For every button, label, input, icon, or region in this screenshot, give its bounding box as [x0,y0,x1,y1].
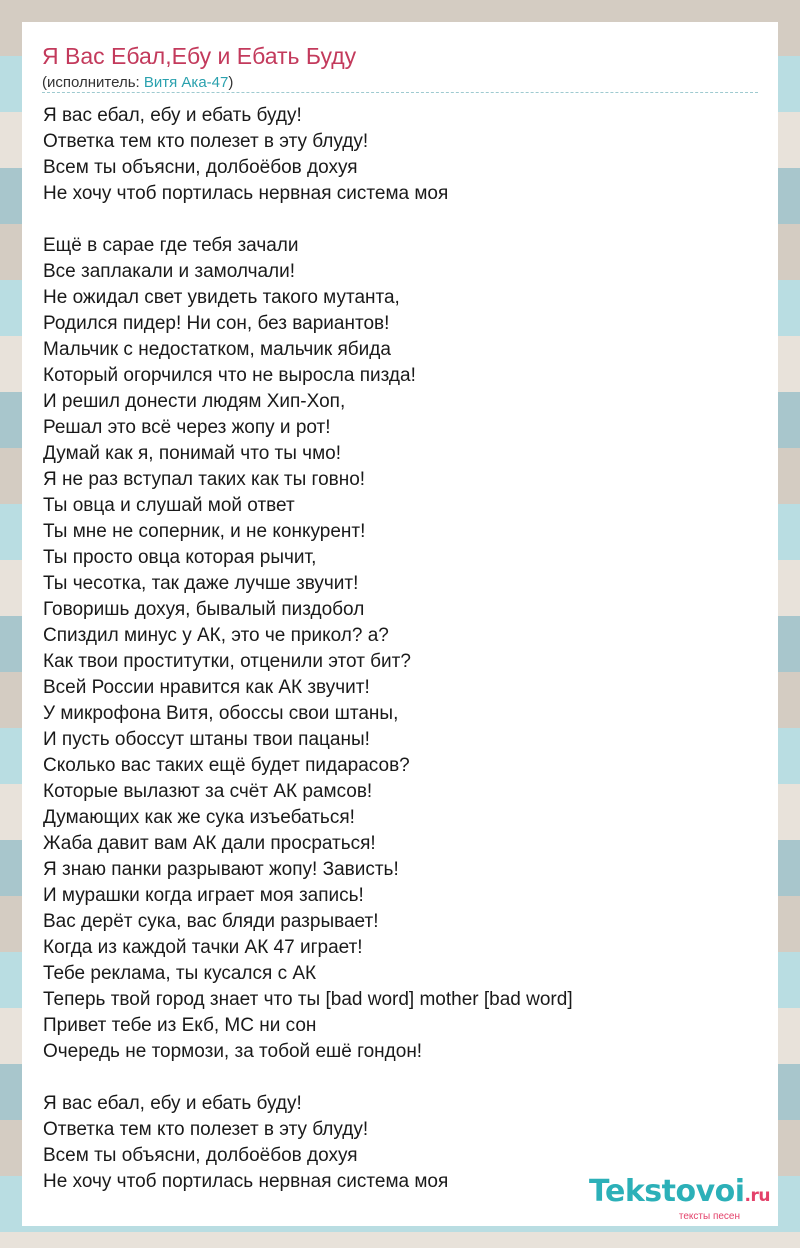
lyrics-line: Ты овца и слушай мой ответ [43,495,295,516]
lyrics-line: Ещё в сарае где тебя зачали [43,235,299,256]
lyrics-line: Всем ты объясни, долбоёбов дохуя [43,157,358,178]
lyrics-line: Не ожидал свет увидеть такого мутанта, [43,287,400,308]
lyrics-line: Мальчик с недостатком, мальчик ябида [43,339,391,360]
lyrics-stanza [43,233,763,1065]
lyrics-line: И решил донести людям Хип-Хоп, [43,391,346,412]
lyrics-line: Не хочу чтоб портилась нервная система моя [43,1171,449,1192]
lyrics-line: Теперь твой город знает что ты [bad word] mother [bad word] [43,989,573,1010]
lyrics-line: Я не раз вступал таких как ты говно! [43,469,366,490]
site-logo[interactable] [589,1176,770,1222]
lyrics-line: Все заплакали и замолчали! [43,261,296,282]
lyrics-line: Не хочу чтоб портилась нервная система моя [43,183,449,204]
lyrics-line: Ты мне не соперник, и не конкурент! [43,521,366,542]
lyrics-line: Как твои проститутки, отценили этот бит? [43,651,411,672]
lyrics-line: Всем ты объясни, долбоёбов дохуя [43,1145,358,1166]
lyrics-stanza [43,103,763,207]
lyrics-line: Который огорчился что не выросла пизда! [43,365,416,386]
lyrics-line: Когда из каждой тачки АК 47 играет! [43,937,363,958]
song-title: Я Вас Ебал,Ебу и Ебать Буду [42,43,357,69]
performer-link[interactable]: Витя Ака-47 [143,74,229,91]
lyrics-text [43,103,763,1195]
lyrics-line: Думающих как же сука изъебаться! [43,807,355,828]
lyrics-line: Спиздил минус у АК, это че прикол? а? [43,625,389,646]
lyrics-line: Всей России нравится как АК звучит! [43,677,370,698]
logo-tld: .ru [744,1186,770,1206]
lyrics-line: Ответка тем кто полезет в эту блуду! [43,131,369,152]
lyrics-line: Родился пидер! Ни сон, без вариантов! [43,313,390,334]
lyrics-line: Я вас ебал, ебу и ебать буду! [43,105,302,126]
logo-tagline: тексты песен [678,1211,740,1222]
lyrics-card [22,22,778,1226]
lyrics-line: Вас дерёт сука, вас бляди разрывает! [43,911,379,932]
lyrics-line: И мурашки когда играет моя запись! [43,885,364,906]
performer-line [42,74,233,91]
lyrics-line: И пусть обоссут штаны твои пацаны! [43,729,370,750]
lyrics-line: Думай как я, понимай что ты чмо! [43,443,341,464]
lyrics-line: У микрофона Витя, обоссы свои штаны, [43,703,399,724]
lyrics-line: Решал это всё через жопу и рот! [43,417,331,438]
lyrics-line: Я знаю панки разрывают жопу! Зависть! [43,859,399,880]
lyrics-line: Ты просто овца которая рычит, [43,547,317,568]
lyrics-line: Жаба давит вам АК дали просраться! [43,833,376,854]
lyrics-line: Говоришь дохуя, бывалый пиздобол [43,599,365,620]
lyrics-line: Ты чесотка, так даже лучше звучит! [43,573,359,594]
lyrics-line: Привет тебе из Екб, МС ни сон [43,1015,317,1036]
lyrics-line: Очередь не тормози, за тобой ешё гондон! [43,1041,423,1062]
title-divider [42,92,758,93]
logo-name: Tekstovoi [589,1174,745,1209]
lyrics-line: Сколько вас таких ещё будет пидарасов? [43,755,410,776]
lyrics-line: Я вас ебал, ебу и ебать буду! [43,1093,302,1114]
lyrics-line: Ответка тем кто полезет в эту блуду! [43,1119,369,1140]
lyrics-line: Тебе реклама, ты кусался с АК [43,963,317,984]
performer-prefix: (исполнитель: [42,74,144,91]
performer-suffix: ) [228,74,234,91]
lyrics-line: Которые вылазют за счёт АК рамсов! [43,781,373,802]
